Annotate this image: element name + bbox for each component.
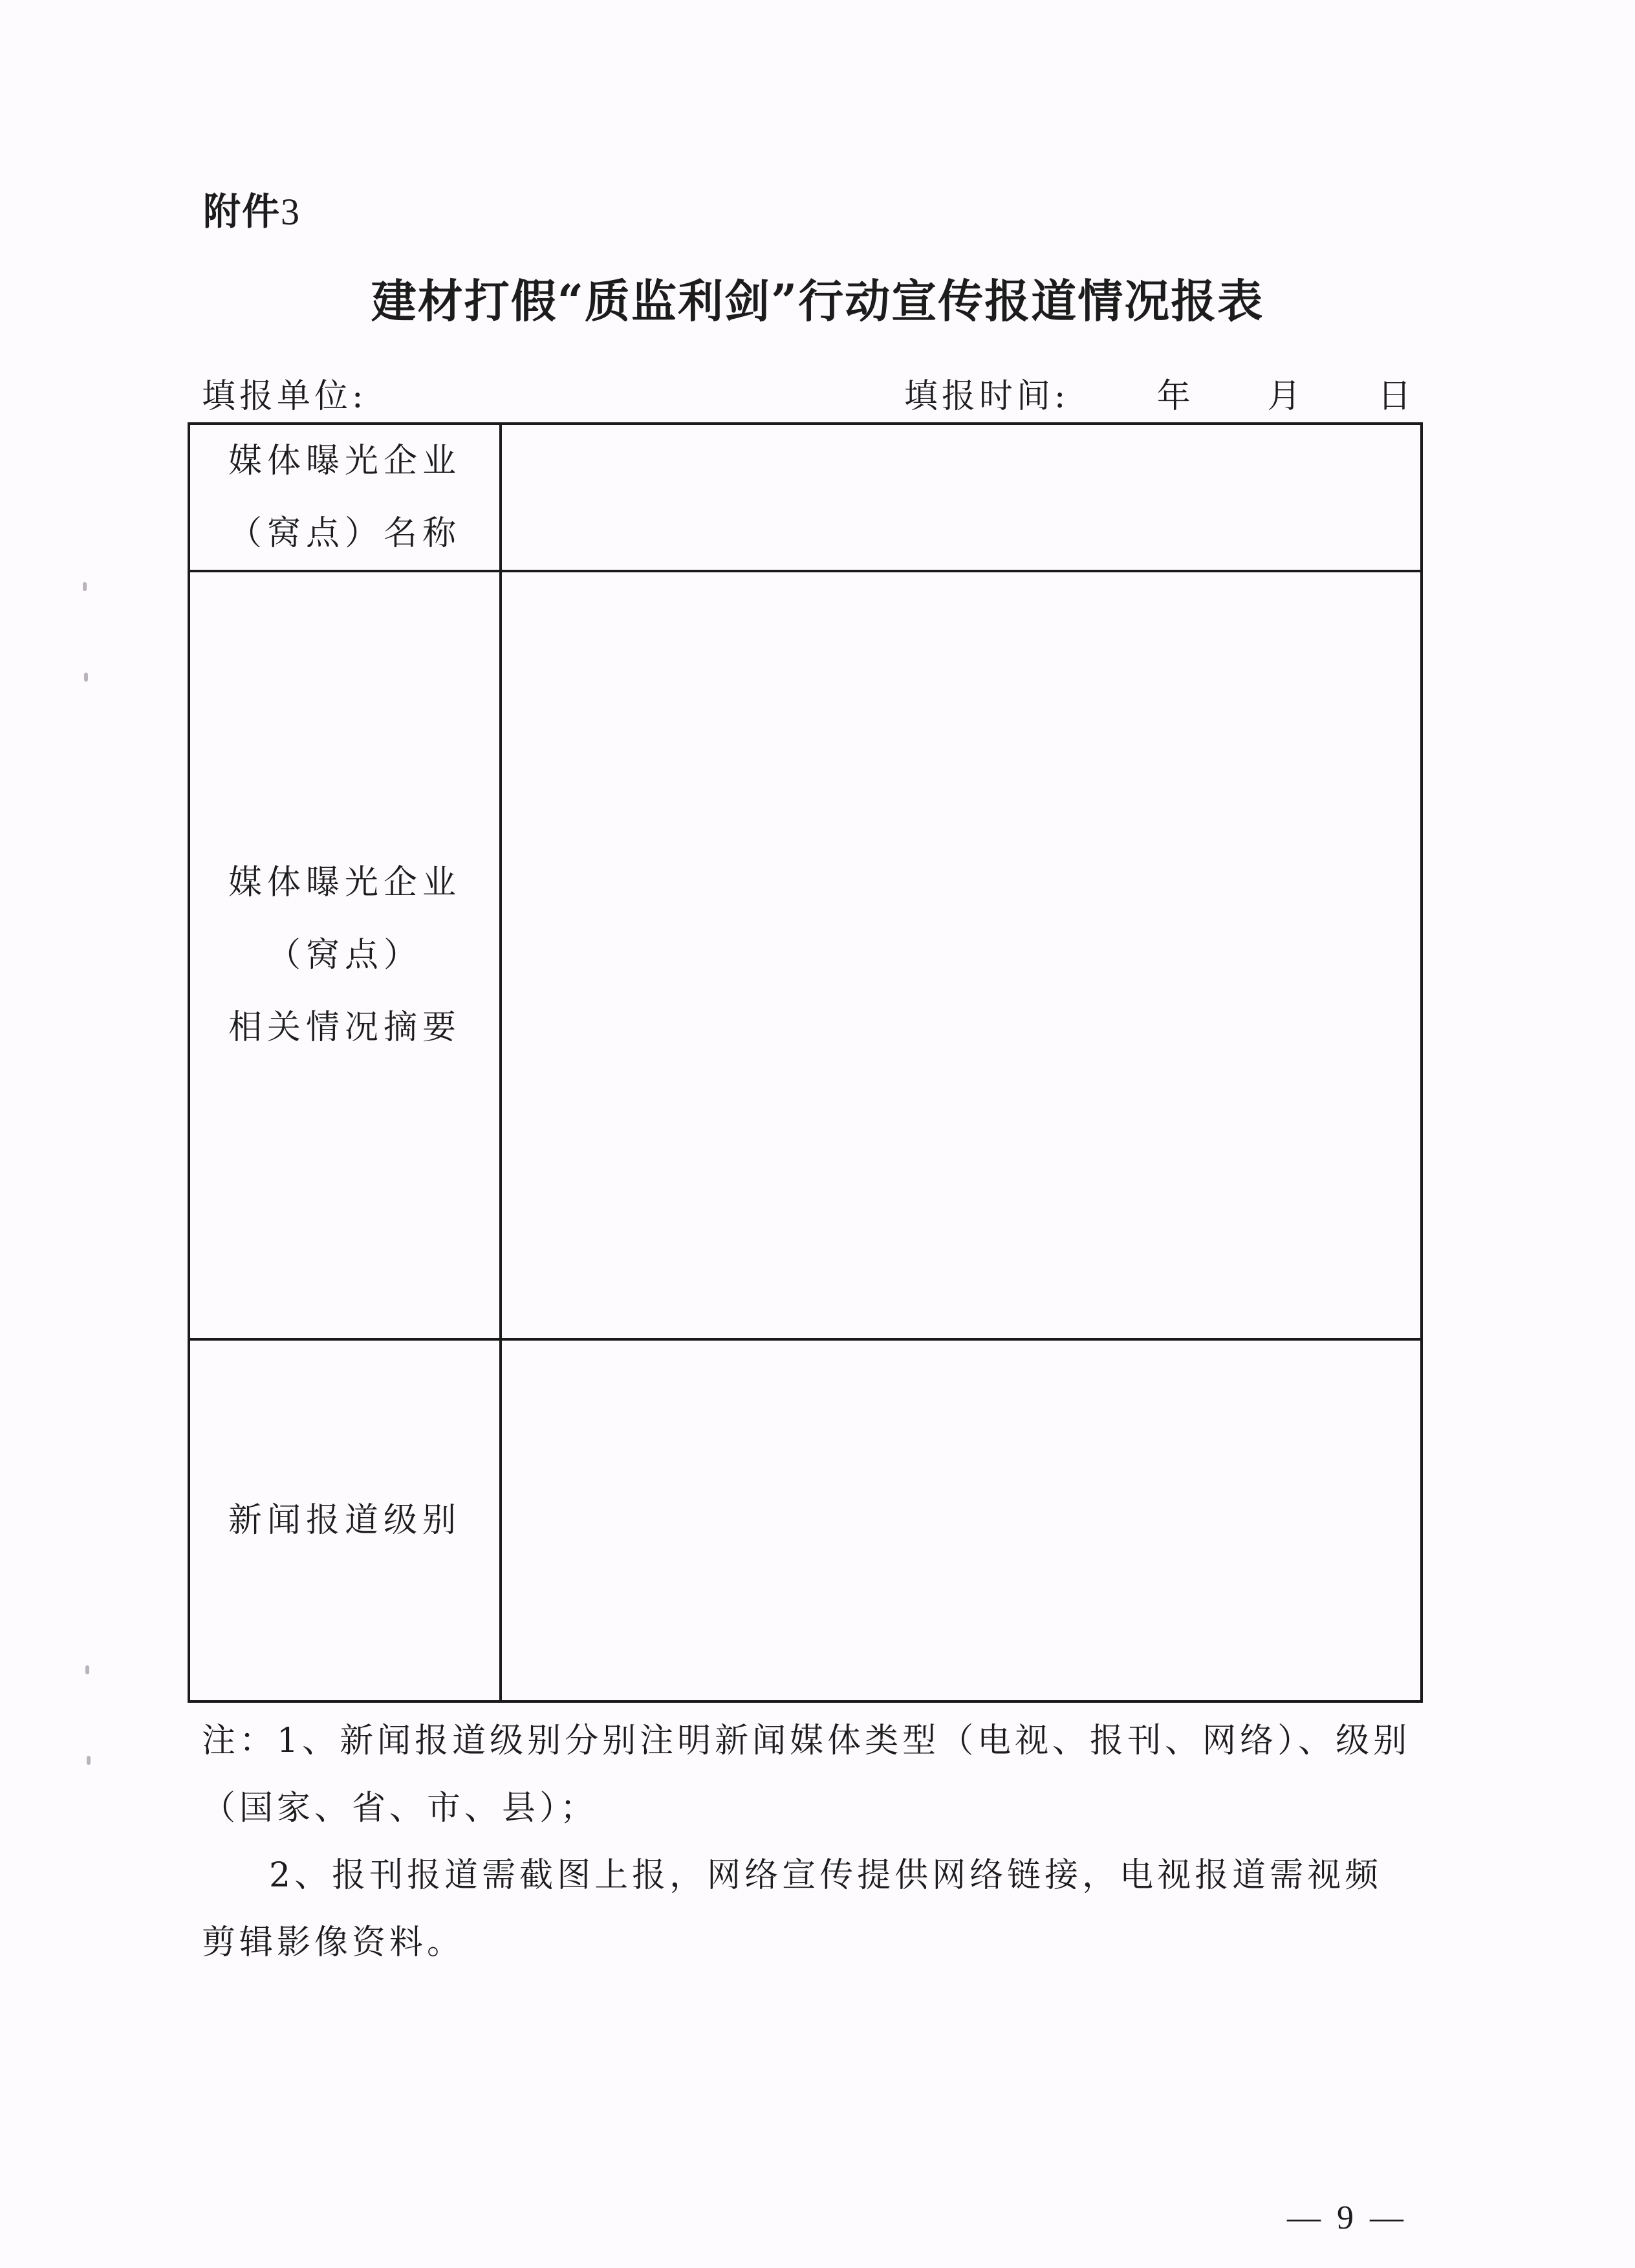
document-title: 建材打假“质监利剑”行动宣传报道情况报表 (371, 274, 1264, 328)
row-label-report-level (189, 1339, 501, 1701)
note-2: 2、报刊报道需截图上报，网络宣传提供网络链接，电视报道需视频剪辑影像资料。 (202, 1856, 1383, 1962)
table-row (189, 424, 1422, 571)
page-number: — 9 — (1287, 2199, 1407, 2236)
row-label-summary (189, 571, 501, 1339)
row-label-enterprise-name (189, 424, 501, 571)
day-label: 日 (1377, 377, 1415, 416)
fill-time-row (904, 369, 1415, 417)
fill-time-label: 填报时间: (904, 377, 1070, 416)
scan-hole-mark (84, 673, 88, 682)
enterprise-name-field[interactable] (501, 424, 1422, 571)
scan-hole-mark (85, 1665, 89, 1674)
report-level-field[interactable] (501, 1339, 1422, 1701)
label-line: 新闻报道级别 (228, 1501, 461, 1540)
label-line: 相关情况摘要 (228, 1008, 461, 1047)
attachment-text: 附件 (203, 189, 281, 233)
summary-field[interactable] (501, 571, 1422, 1339)
fill-unit-label: 填报单位: (202, 377, 367, 416)
scan-hole-mark (83, 582, 87, 591)
label-line: （窝点） (266, 936, 422, 975)
attachment-label (203, 181, 301, 235)
label-line: （窝点）名称 (228, 514, 461, 553)
label-line: 媒体曝光企业 (228, 863, 461, 902)
month-label: 月 (1267, 377, 1305, 416)
scan-hole-mark (87, 1756, 91, 1765)
year-label: 年 (1156, 377, 1195, 416)
attachment-number: 3 (281, 191, 301, 233)
label-line: 媒体曝光企业 (228, 442, 461, 481)
note-1: 注：1、新闻报道级别分别注明新闻媒体类型（电视、报刊、网络）、级别（国家、省、市、县）； (202, 1722, 1411, 1828)
table-row (189, 1339, 1422, 1701)
notes-section (202, 1707, 1418, 1976)
table-row (189, 571, 1422, 1339)
report-form-table (188, 422, 1423, 1703)
